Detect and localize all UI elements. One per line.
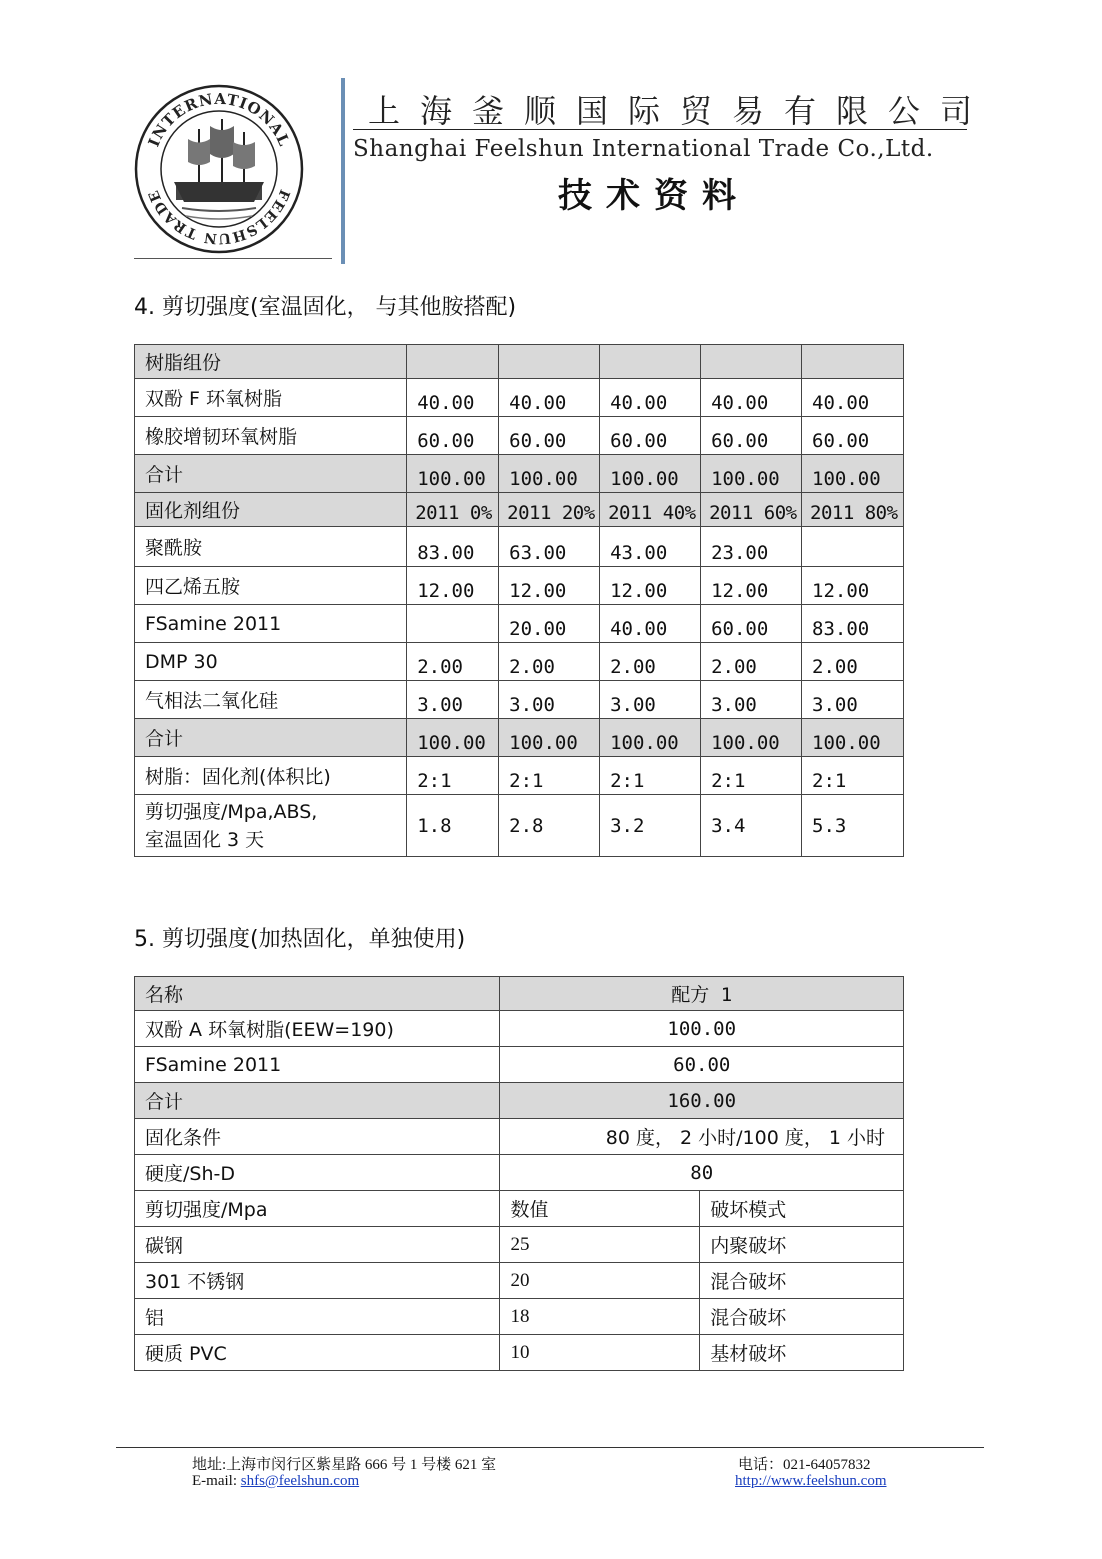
- table-cell: 3.00: [407, 681, 499, 719]
- company-name-cn: 上海釜顺国际贸易有限公司: [368, 92, 993, 130]
- table-cell: 12.00: [802, 567, 904, 605]
- substrate-label: 硬质 PVC: [135, 1335, 500, 1371]
- table-cell: 2011 20%: [499, 493, 600, 527]
- table-cell: 2:1: [407, 757, 499, 795]
- table-row: [135, 605, 904, 643]
- row-value: 80: [500, 1155, 904, 1191]
- document-type: 技术资料: [558, 176, 750, 216]
- table-cell: 12.00: [499, 567, 600, 605]
- table-cell: 43.00: [600, 527, 701, 567]
- failure-mode: 内聚破坏: [700, 1227, 904, 1263]
- table-cell: 2:1: [600, 757, 701, 795]
- row-label: FSamine 2011: [135, 1047, 500, 1083]
- shear-value: 20: [500, 1263, 700, 1299]
- footer-address: 地址:上海市闵行区紫星路 666 号 1 号楼 621 室: [192, 1457, 497, 1473]
- table-cell: 3.00: [499, 681, 600, 719]
- section-5-table: [134, 976, 904, 1371]
- table-row: [135, 719, 904, 757]
- shear-col-mode: 破坏模式: [700, 1191, 904, 1227]
- table-cell: 3.00: [701, 681, 802, 719]
- table-row: [135, 455, 904, 493]
- table-cell: 3.00: [600, 681, 701, 719]
- table-cell: 83.00: [802, 605, 904, 643]
- table-cell: 40.00: [600, 605, 701, 643]
- shear-value: 18: [500, 1299, 700, 1335]
- table-cell: 60.00: [407, 417, 499, 455]
- email-link[interactable]: shfs@feelshun.com: [240, 1473, 360, 1489]
- table-cell: [499, 345, 600, 379]
- table-row: [135, 1299, 904, 1335]
- row-label: 固化条件: [135, 1119, 500, 1155]
- shear-col-value: 数值: [500, 1191, 700, 1227]
- substrate-label: 301 不锈钢: [135, 1263, 500, 1299]
- section-4-table: [134, 344, 904, 857]
- table-cell: 12.00: [701, 567, 802, 605]
- row-label: 聚酰胺: [135, 527, 407, 567]
- table-cell: 3.00: [802, 681, 904, 719]
- table-cell: 2011 40%: [600, 493, 701, 527]
- svg-text:INTERNATIONAL: INTERNATIONAL: [144, 89, 294, 150]
- table-row: [135, 567, 904, 605]
- table-cell: 60.00: [701, 605, 802, 643]
- row-label: 树脂：固化剂(体积比): [135, 757, 407, 795]
- row-value: 160.00: [500, 1083, 904, 1119]
- table-cell: 40.00: [499, 379, 600, 417]
- section-4-title: 4. 剪切强度(室温固化， 与其他胺搭配): [134, 295, 517, 320]
- table-cell: 100.00: [499, 455, 600, 493]
- table-row: [135, 1011, 904, 1047]
- failure-mode: 混合破坏: [700, 1299, 904, 1335]
- title-rule: [353, 129, 967, 130]
- table-row: [135, 643, 904, 681]
- table-cell: [407, 345, 499, 379]
- table-cell: 2.00: [407, 643, 499, 681]
- table-cell: 100.00: [701, 719, 802, 757]
- header-value: 配方 1: [500, 977, 904, 1011]
- table-cell: 100.00: [407, 455, 499, 493]
- shear-value: 25: [500, 1227, 700, 1263]
- failure-mode: 混合破坏: [700, 1263, 904, 1299]
- table-cell: 63.00: [499, 527, 600, 567]
- substrate-label: 碳钢: [135, 1227, 500, 1263]
- table-cell: 100.00: [499, 719, 600, 757]
- row-label: 气相法二氧化硅: [135, 681, 407, 719]
- table-cell: 2.00: [802, 643, 904, 681]
- shear-header-row: [135, 1191, 904, 1227]
- table-row: [135, 757, 904, 795]
- footer-email-line: [192, 1473, 359, 1490]
- table-cell: 100.00: [600, 719, 701, 757]
- table-cell: 12.00: [407, 567, 499, 605]
- row-value: 80 度， 2 小时/100 度， 1 小时: [500, 1119, 904, 1155]
- row-label: 双酚 F 环氧树脂: [135, 379, 407, 417]
- website-link[interactable]: http://www.feelshun.com: [735, 1473, 887, 1489]
- row-label: 双酚 A 环氧树脂(EEW=190): [135, 1011, 500, 1047]
- email-label: E-mail:: [192, 1473, 241, 1489]
- company-logo: [134, 84, 304, 254]
- table-cell: 20.00: [499, 605, 600, 643]
- table-row: [135, 379, 904, 417]
- shear-value: 10: [500, 1335, 700, 1371]
- table-cell: [600, 345, 701, 379]
- table-cell: 3.4: [701, 795, 802, 857]
- table-row: [135, 1155, 904, 1191]
- logo-underline: [134, 258, 332, 259]
- table-row: [135, 1227, 904, 1263]
- company-name-en: Shanghai Feelshun International Trade Co.,Ltd.: [353, 136, 934, 162]
- table-cell: 60.00: [499, 417, 600, 455]
- table-cell: [701, 345, 802, 379]
- footer-rule: [116, 1447, 984, 1448]
- footer-phone: 电话：021-64057832: [738, 1457, 871, 1473]
- table-cell: 100.00: [802, 719, 904, 757]
- row-label: 固化剂组份: [135, 493, 407, 527]
- row-label: 硬度/Sh-D: [135, 1155, 500, 1191]
- table-cell: [407, 605, 499, 643]
- table-cell: 60.00: [701, 417, 802, 455]
- row-label: 四乙烯五胺: [135, 567, 407, 605]
- table-cell: 100.00: [701, 455, 802, 493]
- table-cell: 83.00: [407, 527, 499, 567]
- table-cell: 60.00: [802, 417, 904, 455]
- table-cell: 40.00: [407, 379, 499, 417]
- shear-label: 剪切强度/Mpa: [135, 1191, 500, 1227]
- table-cell: 40.00: [600, 379, 701, 417]
- table-row: [135, 1335, 904, 1371]
- table-row: [135, 795, 904, 857]
- row-label: 剪切强度/Mpa,ABS, 室温固化 3 天: [135, 795, 407, 857]
- table-row: [135, 1263, 904, 1299]
- table-cell: 2.00: [600, 643, 701, 681]
- table-cell: 100.00: [407, 719, 499, 757]
- substrate-label: 铝: [135, 1299, 500, 1335]
- table-cell: 100.00: [600, 455, 701, 493]
- row-label: 合计: [135, 719, 407, 757]
- table-cell: 1.8: [407, 795, 499, 857]
- table-cell: 2011 0%: [407, 493, 499, 527]
- table-cell: [802, 527, 904, 567]
- svg-text:FEELSHUN TRADE: FEELSHUN TRADE: [145, 187, 293, 247]
- row-label: 合计: [135, 455, 407, 493]
- table-cell: 60.00: [600, 417, 701, 455]
- table-row: [135, 1047, 904, 1083]
- table-row: [135, 345, 904, 379]
- row-value: 100.00: [500, 1011, 904, 1047]
- table-cell: 2.00: [499, 643, 600, 681]
- table-cell: 100.00: [802, 455, 904, 493]
- header-label: 名称: [135, 977, 500, 1011]
- table-cell: 12.00: [600, 567, 701, 605]
- table-row: [135, 527, 904, 567]
- table-header-row: [135, 977, 904, 1011]
- table-cell: 2011 80%: [802, 493, 904, 527]
- failure-mode: 基材破坏: [700, 1335, 904, 1371]
- row-label: DMP 30: [135, 643, 407, 681]
- row-label: 树脂组份: [135, 345, 407, 379]
- header-divider: [341, 78, 345, 264]
- table-cell: 2.8: [499, 795, 600, 857]
- table-cell: 40.00: [701, 379, 802, 417]
- table-cell: 2:1: [701, 757, 802, 795]
- table-cell: 2011 60%: [701, 493, 802, 527]
- table-row: [135, 681, 904, 719]
- table-cell: [802, 345, 904, 379]
- table-row: [135, 417, 904, 455]
- table-row: [135, 493, 904, 527]
- table-row: [135, 1119, 904, 1155]
- row-label: FSamine 2011: [135, 605, 407, 643]
- table-cell: 2:1: [499, 757, 600, 795]
- table-cell: 5.3: [802, 795, 904, 857]
- table-cell: 23.00: [701, 527, 802, 567]
- row-value: 60.00: [500, 1047, 904, 1083]
- table-cell: 2:1: [802, 757, 904, 795]
- table-row: [135, 1083, 904, 1119]
- table-cell: 3.2: [600, 795, 701, 857]
- row-label: 合计: [135, 1083, 500, 1119]
- table-cell: 2.00: [701, 643, 802, 681]
- section-5-title: 5. 剪切强度(加热固化，单独使用): [134, 927, 466, 952]
- row-label: 橡胶增韧环氧树脂: [135, 417, 407, 455]
- table-cell: 40.00: [802, 379, 904, 417]
